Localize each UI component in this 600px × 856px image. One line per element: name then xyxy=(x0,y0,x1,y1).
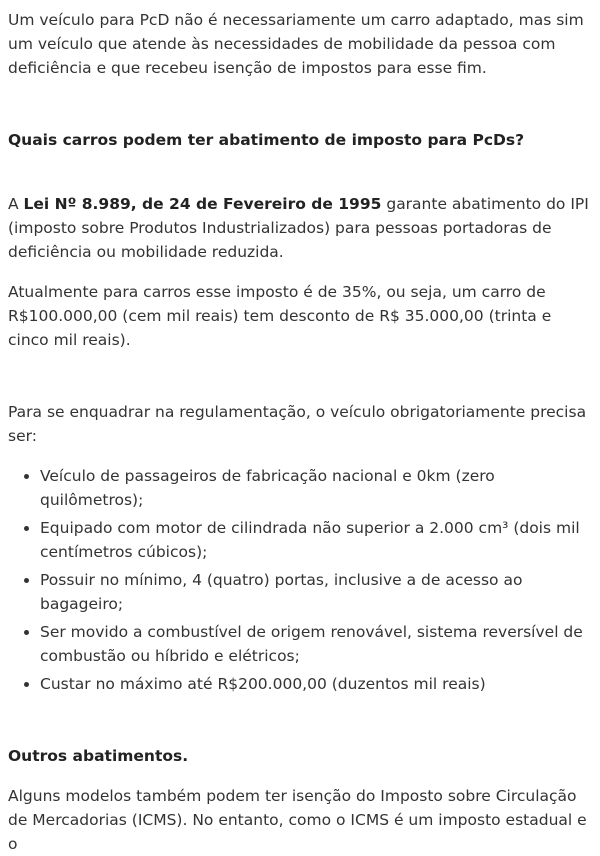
law-suffix: garante abatimento do IPI (imposto sobre Produtos Industrializados) para pessoas portadoras de deficiência ou mobilidade reduzida. xyxy=(8,195,589,261)
list-item: • Equipado com motor de cilindrada não superior a 2.000 cm³ (dois mil centímetros cúbicos); xyxy=(40,516,592,564)
spacer xyxy=(8,712,592,744)
requirements-list xyxy=(8,464,592,696)
spacer xyxy=(8,152,592,192)
list-item: • Ser movido a combustível de origem renovável, sistema reversível de combustão ou híbrido e elétricos; xyxy=(40,620,592,668)
spacer xyxy=(8,768,592,784)
spacer xyxy=(8,368,592,400)
list-item: • Veículo de passageiros de fabricação nacional e 0km (zero quilômetros); xyxy=(40,464,592,512)
list-item: • Custar no máximo até R$200.000,00 (duzentos mil reais) xyxy=(40,672,592,696)
section-heading-outros: Outros abatimentos. xyxy=(8,747,189,765)
spacer xyxy=(8,96,592,128)
list-item: • Possuir no mínimo, 4 (quatro) portas, inclusive a de acesso ao bagageiro; xyxy=(40,568,592,616)
law-paragraph xyxy=(8,192,592,264)
section-heading-carros: Quais carros podem ter abatimento de imposto para PcDs? xyxy=(8,131,525,149)
icms-paragraph: Alguns modelos também podem ter isenção do Imposto sobre Circulação de Mercadorias (ICMS). No entanto, como o ICMS é um imposto estadual e o xyxy=(8,787,587,853)
law-prefix: A xyxy=(8,195,24,213)
tax-paragraph: Atualmente para carros esse imposto é de 35%, ou seja, um carro de R$100.000,00 (cem mil reais) tem desconto de R$ 35.000,00 (trinta e cinco mil reais). xyxy=(8,283,552,349)
intro-paragraph: Um veículo para PcD não é necessariamente um carro adaptado, mas sim um veículo que atende às necessidades de mobilidade da pessoa com deficiência e que recebeu isenção de impostos para esse fim. xyxy=(8,11,584,77)
law-name: Lei Nº 8.989, de 24 de Fevereiro de 1995 xyxy=(23,195,382,213)
requirements-intro: Para se enquadrar na regulamentação, o veículo obrigatoriamente precisa ser: xyxy=(8,403,587,445)
